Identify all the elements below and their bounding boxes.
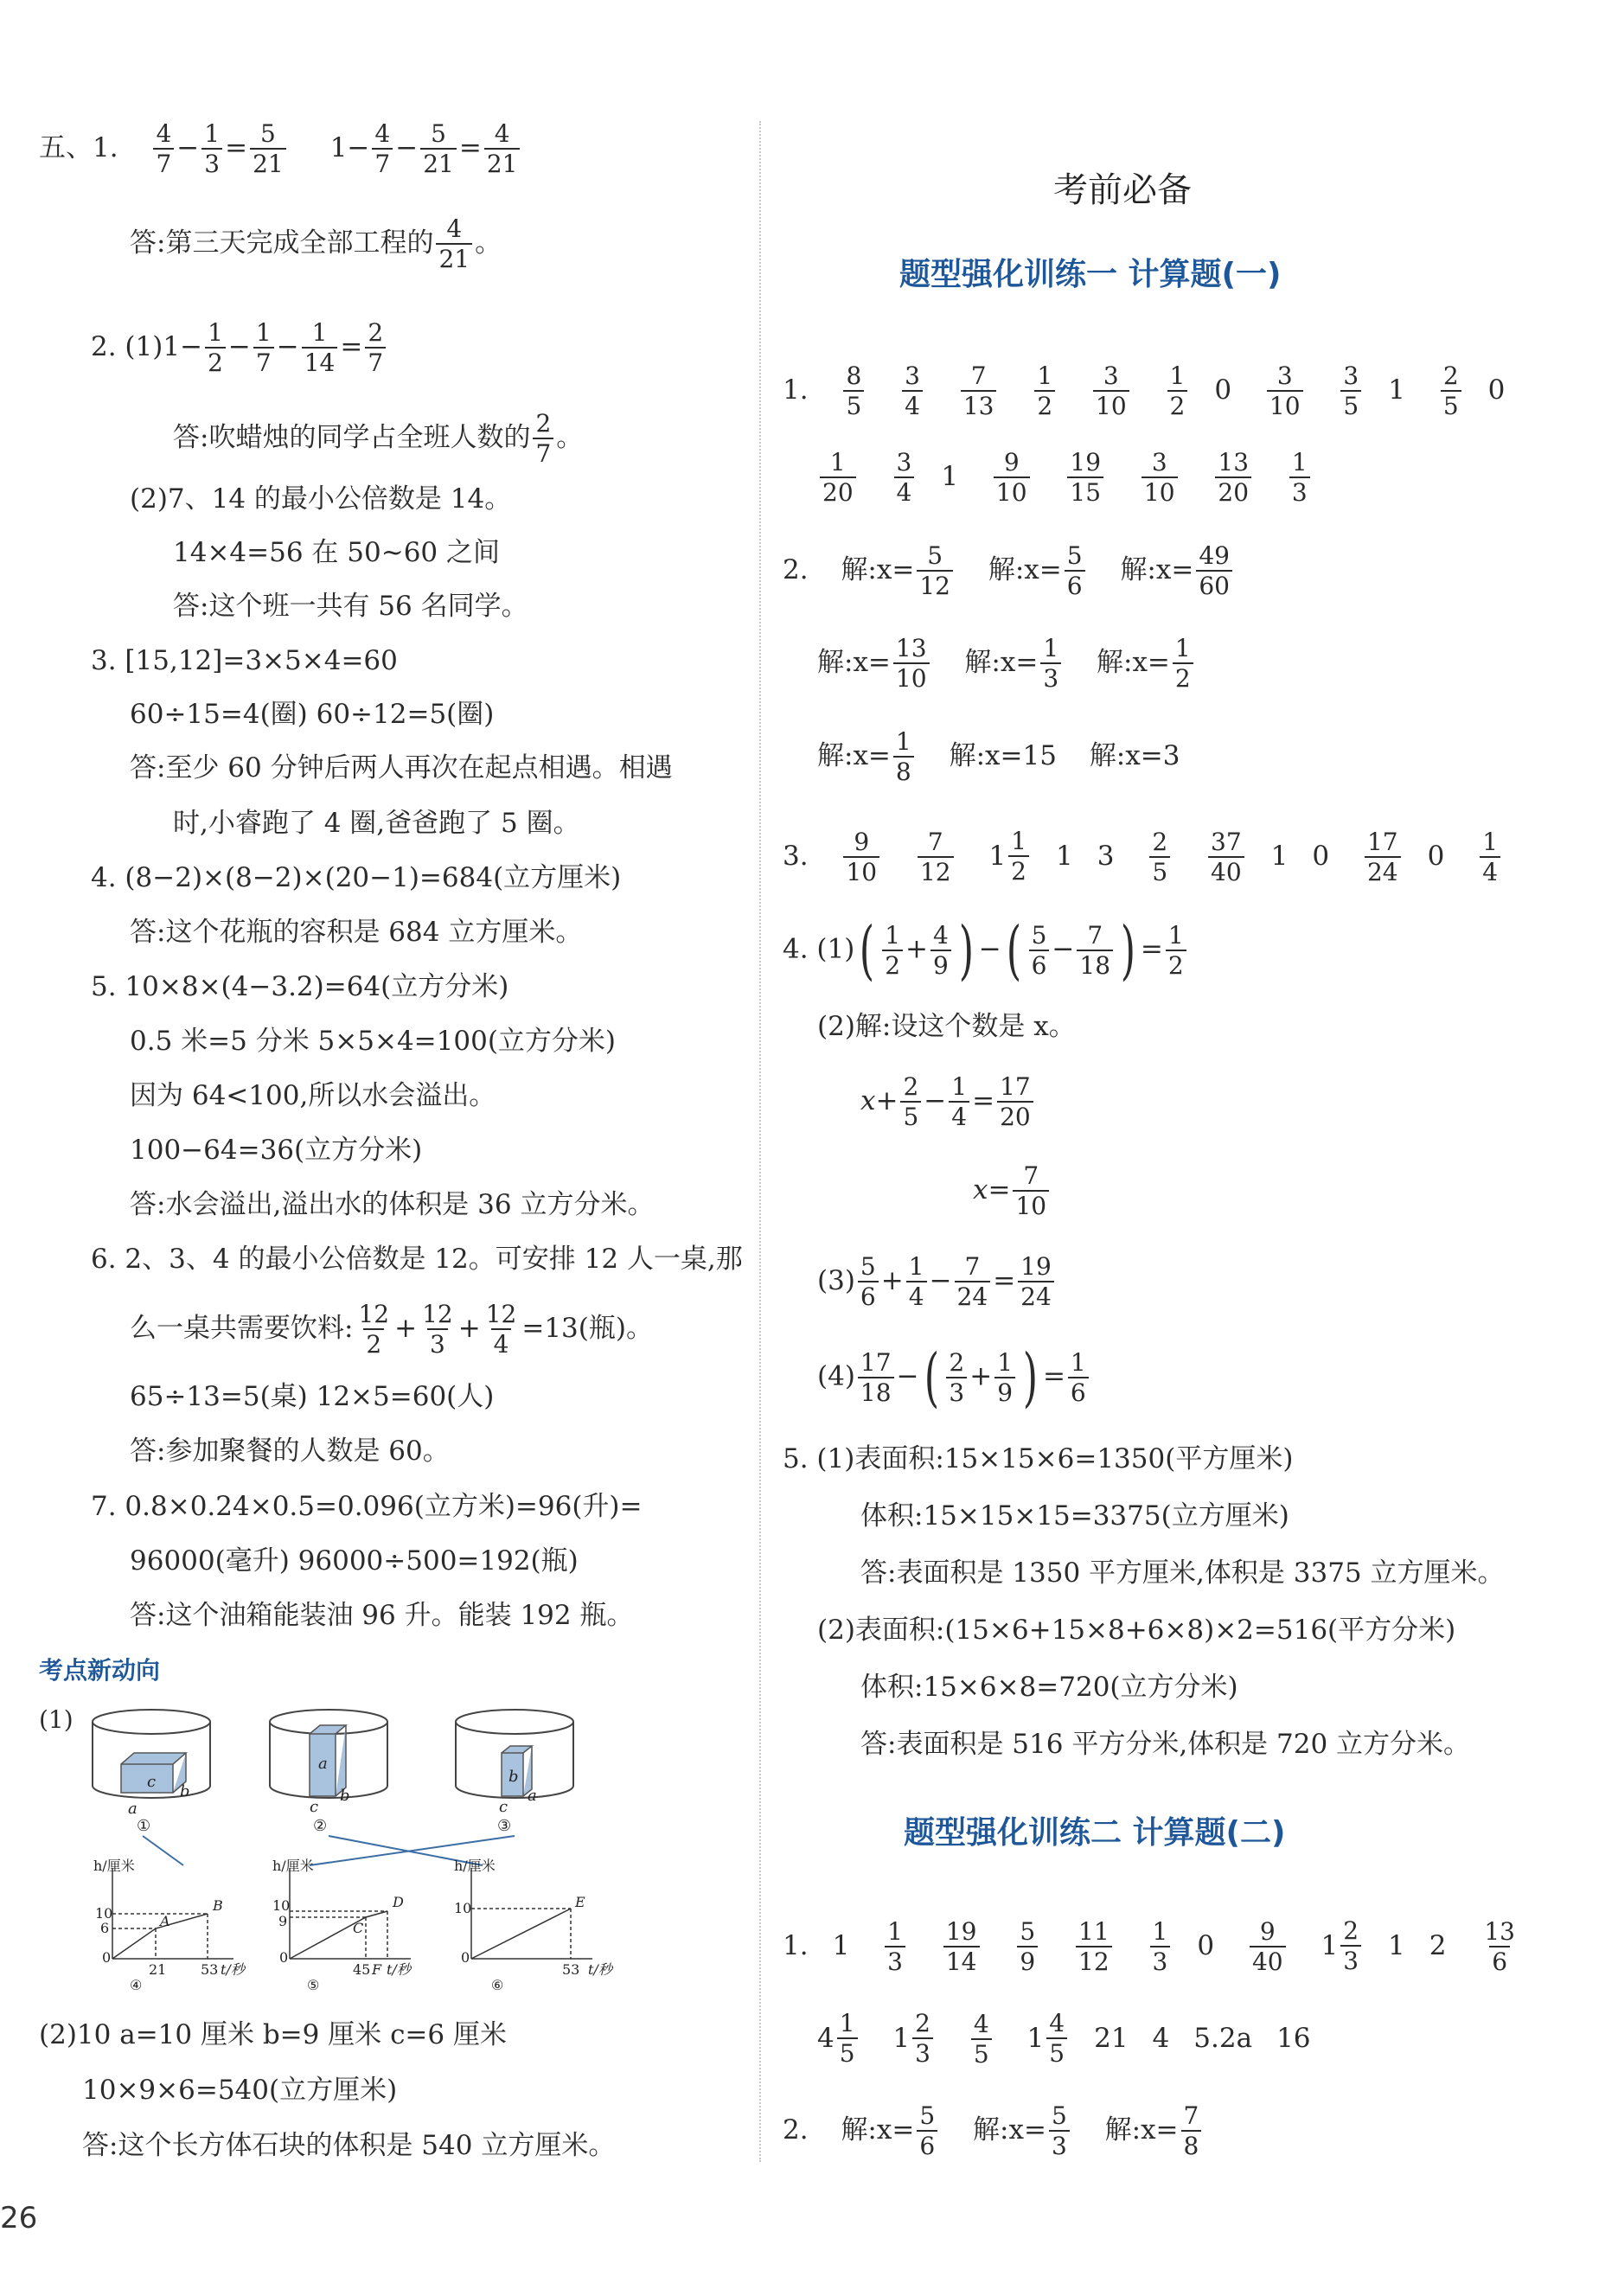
- g5-x-45: 45: [353, 1961, 371, 1978]
- q5-1-answer: 答:第三天完成全部工程的 $\frac{4}{21}$ 。: [130, 214, 502, 274]
- graph-6: [471, 1868, 592, 1959]
- cyl-label-1: ①: [137, 1817, 151, 1835]
- g4-axis-t: t/秒: [221, 1961, 245, 1978]
- q5-2-calc: 14×4=56 在 50~60 之间: [173, 537, 500, 568]
- t2-r1-row2: 4 $\frac{1}{5}$ 1 $\frac{2}{3}$ $\frac{4}{5}$ 1 $\frac{4}{5}$ 21 4 5.2a 16: [817, 2009, 1311, 2069]
- r5-part2-answer: 答:表面积是 516 平方分米,体积是 720 立方分米。: [860, 1729, 1471, 1760]
- r4-part2-intro: (2)解:设这个数是 x。: [817, 1011, 1076, 1042]
- q5-1-line: 五、1. $\frac{4}{7}$ − $\frac{1}{3}$ = $\frac{5}{21}$ 1− $\frac{4}{7}$ − $\frac{5}{21}$ = $\frac{4}{21}$: [39, 121, 522, 177]
- box-2: [310, 1725, 346, 1796]
- q5-3-line2: 60÷15=4(圈) 60÷12=5(圈): [130, 699, 495, 730]
- g5-y-9: 9: [278, 1913, 288, 1929]
- g6-y-10: 10: [454, 1900, 472, 1916]
- g5-axis-h: h/厘米: [272, 1858, 314, 1874]
- kaodian-part2: (2)10 a=10 厘米 b=9 厘米 c=6 厘米: [39, 2019, 507, 2050]
- r1-row2: $\frac{1}{20}$ $\frac{3}{4}$ 1 $\frac{9}{10}$ $\frac{19}{15}$ $\frac{3}{10}$ $\frac{13}{20}$ $\frac{1}{3}$: [817, 450, 1313, 506]
- q5-3-answer-a: 答:至少 60 分钟后两人再次在起点相遇。相遇: [130, 752, 673, 783]
- g5-y-0: 0: [279, 1949, 289, 1966]
- column-divider: [759, 121, 761, 2162]
- g4-y-0: 0: [102, 1949, 112, 1966]
- q5-2-answer1: 答:吹蜡烛的同学占全班人数的 $\frac{2}{7}$ 。: [173, 409, 584, 469]
- r5-part1-answer: 答:表面积是 1350 平方厘米,体积是 3375 立方厘米。: [860, 1557, 1505, 1589]
- r4-part2-eq: x+ $\frac{2}{5}$ − $\frac{1}{4}$ = $\frac{17}{20}$: [860, 1074, 1036, 1130]
- kaodian-figure: [78, 1699, 683, 1993]
- g6-point-e: E: [575, 1894, 585, 1910]
- g4-axis-h: h/厘米: [93, 1858, 135, 1874]
- heading-training-1: 题型强化训练一 计算题(一): [899, 257, 1282, 292]
- kaodian-answer: 答:这个长方体石块的体积是 540 立方厘米。: [82, 2130, 616, 2161]
- graph-label-5: ⑤: [307, 1977, 320, 1993]
- q5-6-line3: 65÷13=5(桌) 12×5=60(人): [130, 1381, 495, 1412]
- graph-label-6: ⑥: [491, 1977, 504, 1993]
- r2-row2: 解:x= $\frac{13}{10}$ 解:x= $\frac{1}{3}$ 解:x= $\frac{1}{2}$: [817, 636, 1196, 692]
- g6-x-53: 53: [562, 1961, 580, 1978]
- q5-5-answer: 答:水会溢出,溢出水的体积是 36 立方分米。: [130, 1189, 655, 1220]
- q5-5-line4: 100−64=36(立方分米): [130, 1135, 423, 1166]
- t2-r2-row1: 2. 解:x= $\frac{5}{6}$ 解:x= $\frac{5}{3}$ 解:x= $\frac{7}{8}$: [783, 2103, 1204, 2159]
- edge-label-a-2: a: [318, 1755, 328, 1773]
- g4-x-53: 53: [201, 1961, 219, 1978]
- g4-x-21: 21: [149, 1961, 167, 1978]
- kaodian-part1-label: (1): [39, 1705, 74, 1734]
- kaodian-title: 考点新动向: [39, 1656, 161, 1685]
- g5-y-10: 10: [272, 1897, 291, 1914]
- r5-part1-volume: 体积:15×15×15=3375(立方厘米): [860, 1500, 1289, 1532]
- edge-label-a: a: [128, 1800, 137, 1818]
- q5-3-answer-b: 时,小睿跑了 4 圈,爸爸跑了 5 圈。: [173, 808, 580, 839]
- q5-7-answer: 答:这个油箱能装油 96 升。能装 192 瓶。: [130, 1600, 634, 1631]
- r4-part3: (3) $\frac{5}{6}$ + $\frac{1}{4}$ − $\frac{7}{24}$ = $\frac{19}{24}$: [817, 1254, 1057, 1310]
- edge-label-c-2: c: [310, 1798, 319, 1816]
- q5-5-line3: 因为 64<100,所以水会溢出。: [130, 1080, 496, 1111]
- g5-point-c: C: [353, 1920, 364, 1936]
- q5-2-line: 2. (1)1− $\frac{1}{2}$ − $\frac{1}{7}$ − $\frac{1}{14}$ = $\frac{2}{7}$: [91, 320, 388, 376]
- edge-label-a-3: a: [528, 1787, 537, 1805]
- r3-row: 3. $\frac{9}{10}$ $\frac{7}{12}$ 1 $\frac{1}{2}$ 1 3 $\frac{2}{5}$ $\frac{37}{40}$ 1 0 $\frac{17}{24}$ 0 $\frac{1}{4}$: [783, 828, 1503, 886]
- q5-4-line1: 4. (8−2)×(8−2)×(20−1)=684(立方厘米): [91, 862, 622, 893]
- q5-7-line1: 7. 0.8×0.24×0.5=0.096(立方米)=96(升)=: [91, 1491, 643, 1522]
- r4-part1: 4. (1)( $\frac{1}{2}$ + $\frac{4}{9}$ ) −( $\frac{5}{6}$ − $\frac{7}{18}$ ) = $\frac{1}{2}$: [783, 918, 1189, 982]
- g5-point-f: F: [372, 1961, 382, 1978]
- q5-2-answer2: 答:这个班一共有 56 名同学。: [173, 591, 528, 622]
- edge-label-b-3: b: [508, 1768, 519, 1786]
- r5-part1: 5. (1)表面积:15×15×6=1350(平方厘米): [783, 1443, 1294, 1474]
- r2-row1: 2. 解:x= $\frac{5}{12}$ 解:x= $\frac{5}{6}$ 解:x= $\frac{49}{60}$: [783, 543, 1235, 599]
- kaodian-calc: 10×9×6=540(立方厘米): [82, 2075, 398, 2106]
- heading-training-2: 题型强化训练二 计算题(二): [904, 1815, 1286, 1851]
- edge-label-c-3: c: [499, 1798, 508, 1816]
- t2-r1-row1: 1. 1 $\frac{1}{3}$ $\frac{19}{14}$ $\frac{5}{9}$ $\frac{11}{12}$ $\frac{1}{3}$ 0 $\frac{9}{40}$ 1 $\frac{2}{3}$ 1 2 $\frac{13}{6}$: [783, 1916, 1515, 1977]
- graph-5: [290, 1868, 411, 1959]
- g5-point-d: D: [393, 1894, 404, 1910]
- r1-row1: 1. $\frac{8}{5}$ $\frac{3}{4}$ $\frac{7}{13}$ $\frac{1}{2}$ $\frac{3}{10}$ $\frac{1}{2}$ 0 $\frac{3}{10}$ $\frac{3}{5}$ 1 $\frac{2}{5}$ 0: [783, 361, 1506, 421]
- g4-y-6: 6: [100, 1920, 110, 1936]
- edge-label-b-2: b: [340, 1787, 350, 1805]
- q5-5-line2: 0.5 米=5 分米 5×5×4=100(立方分米): [130, 1026, 617, 1057]
- r4-part2-result: x= $\frac{7}{10}$: [973, 1163, 1052, 1219]
- q5-6-line2: 么一桌共需要饮料: $\frac{12}{2}$ + $\frac{12}{3}$ + $\frac{12}{4}$ =13(瓶)。: [130, 1300, 653, 1359]
- edge-label-b-1: b: [180, 1782, 190, 1800]
- g6-axis-t: t/秒: [588, 1961, 612, 1978]
- r5-part2: (2)表面积:(15×6+15×8+6×8)×2=516(平方分米): [817, 1615, 1456, 1646]
- cyl-label-3: ③: [497, 1817, 512, 1835]
- r4-part4: (4) $\frac{17}{18}$ −( $\frac{2}{3}$ + $\frac{1}{9}$ ) = $\frac{1}{6}$: [817, 1346, 1091, 1410]
- g4-point-b: B: [213, 1897, 223, 1914]
- q5-6-answer: 答:参加聚餐的人数是 60。: [130, 1436, 450, 1467]
- q5-5-line1: 5. 10×8×(4−3.2)=64(立方分米): [91, 971, 509, 1002]
- q5-2-part2: (2)7、14 的最小公倍数是 14。: [130, 483, 512, 515]
- graph-label-4: ④: [130, 1977, 143, 1993]
- q5-4-answer: 答:这个花瓶的容积是 684 立方厘米。: [130, 917, 583, 948]
- g4-y-10: 10: [95, 1905, 113, 1922]
- g4-point-a: A: [160, 1913, 170, 1929]
- r2-row3: 解:x= $\frac{1}{8}$ 解:x=15 解:x=3: [817, 727, 1180, 787]
- r5-part2-volume: 体积:15×6×8=720(立方分米): [860, 1672, 1238, 1703]
- cyl-label-2: ②: [313, 1817, 328, 1835]
- q5-7-line2: 96000(毫升) 96000÷500=192(瓶): [130, 1545, 579, 1577]
- section-title: 考前必备: [1053, 170, 1192, 210]
- g5-axis-t: t/秒: [387, 1961, 411, 1978]
- g6-axis-h: h/厘米: [454, 1858, 496, 1874]
- g6-y-0: 0: [461, 1949, 470, 1966]
- q5-3-line1: 3. [15,12]=3×5×4=60: [91, 645, 398, 676]
- q5-6-line1: 6. 2、3、4 的最小公倍数是 12。可安排 12 人一桌,那: [91, 1244, 743, 1275]
- page-number: 26: [0, 2201, 38, 2235]
- edge-label-c-1: c: [147, 1773, 157, 1791]
